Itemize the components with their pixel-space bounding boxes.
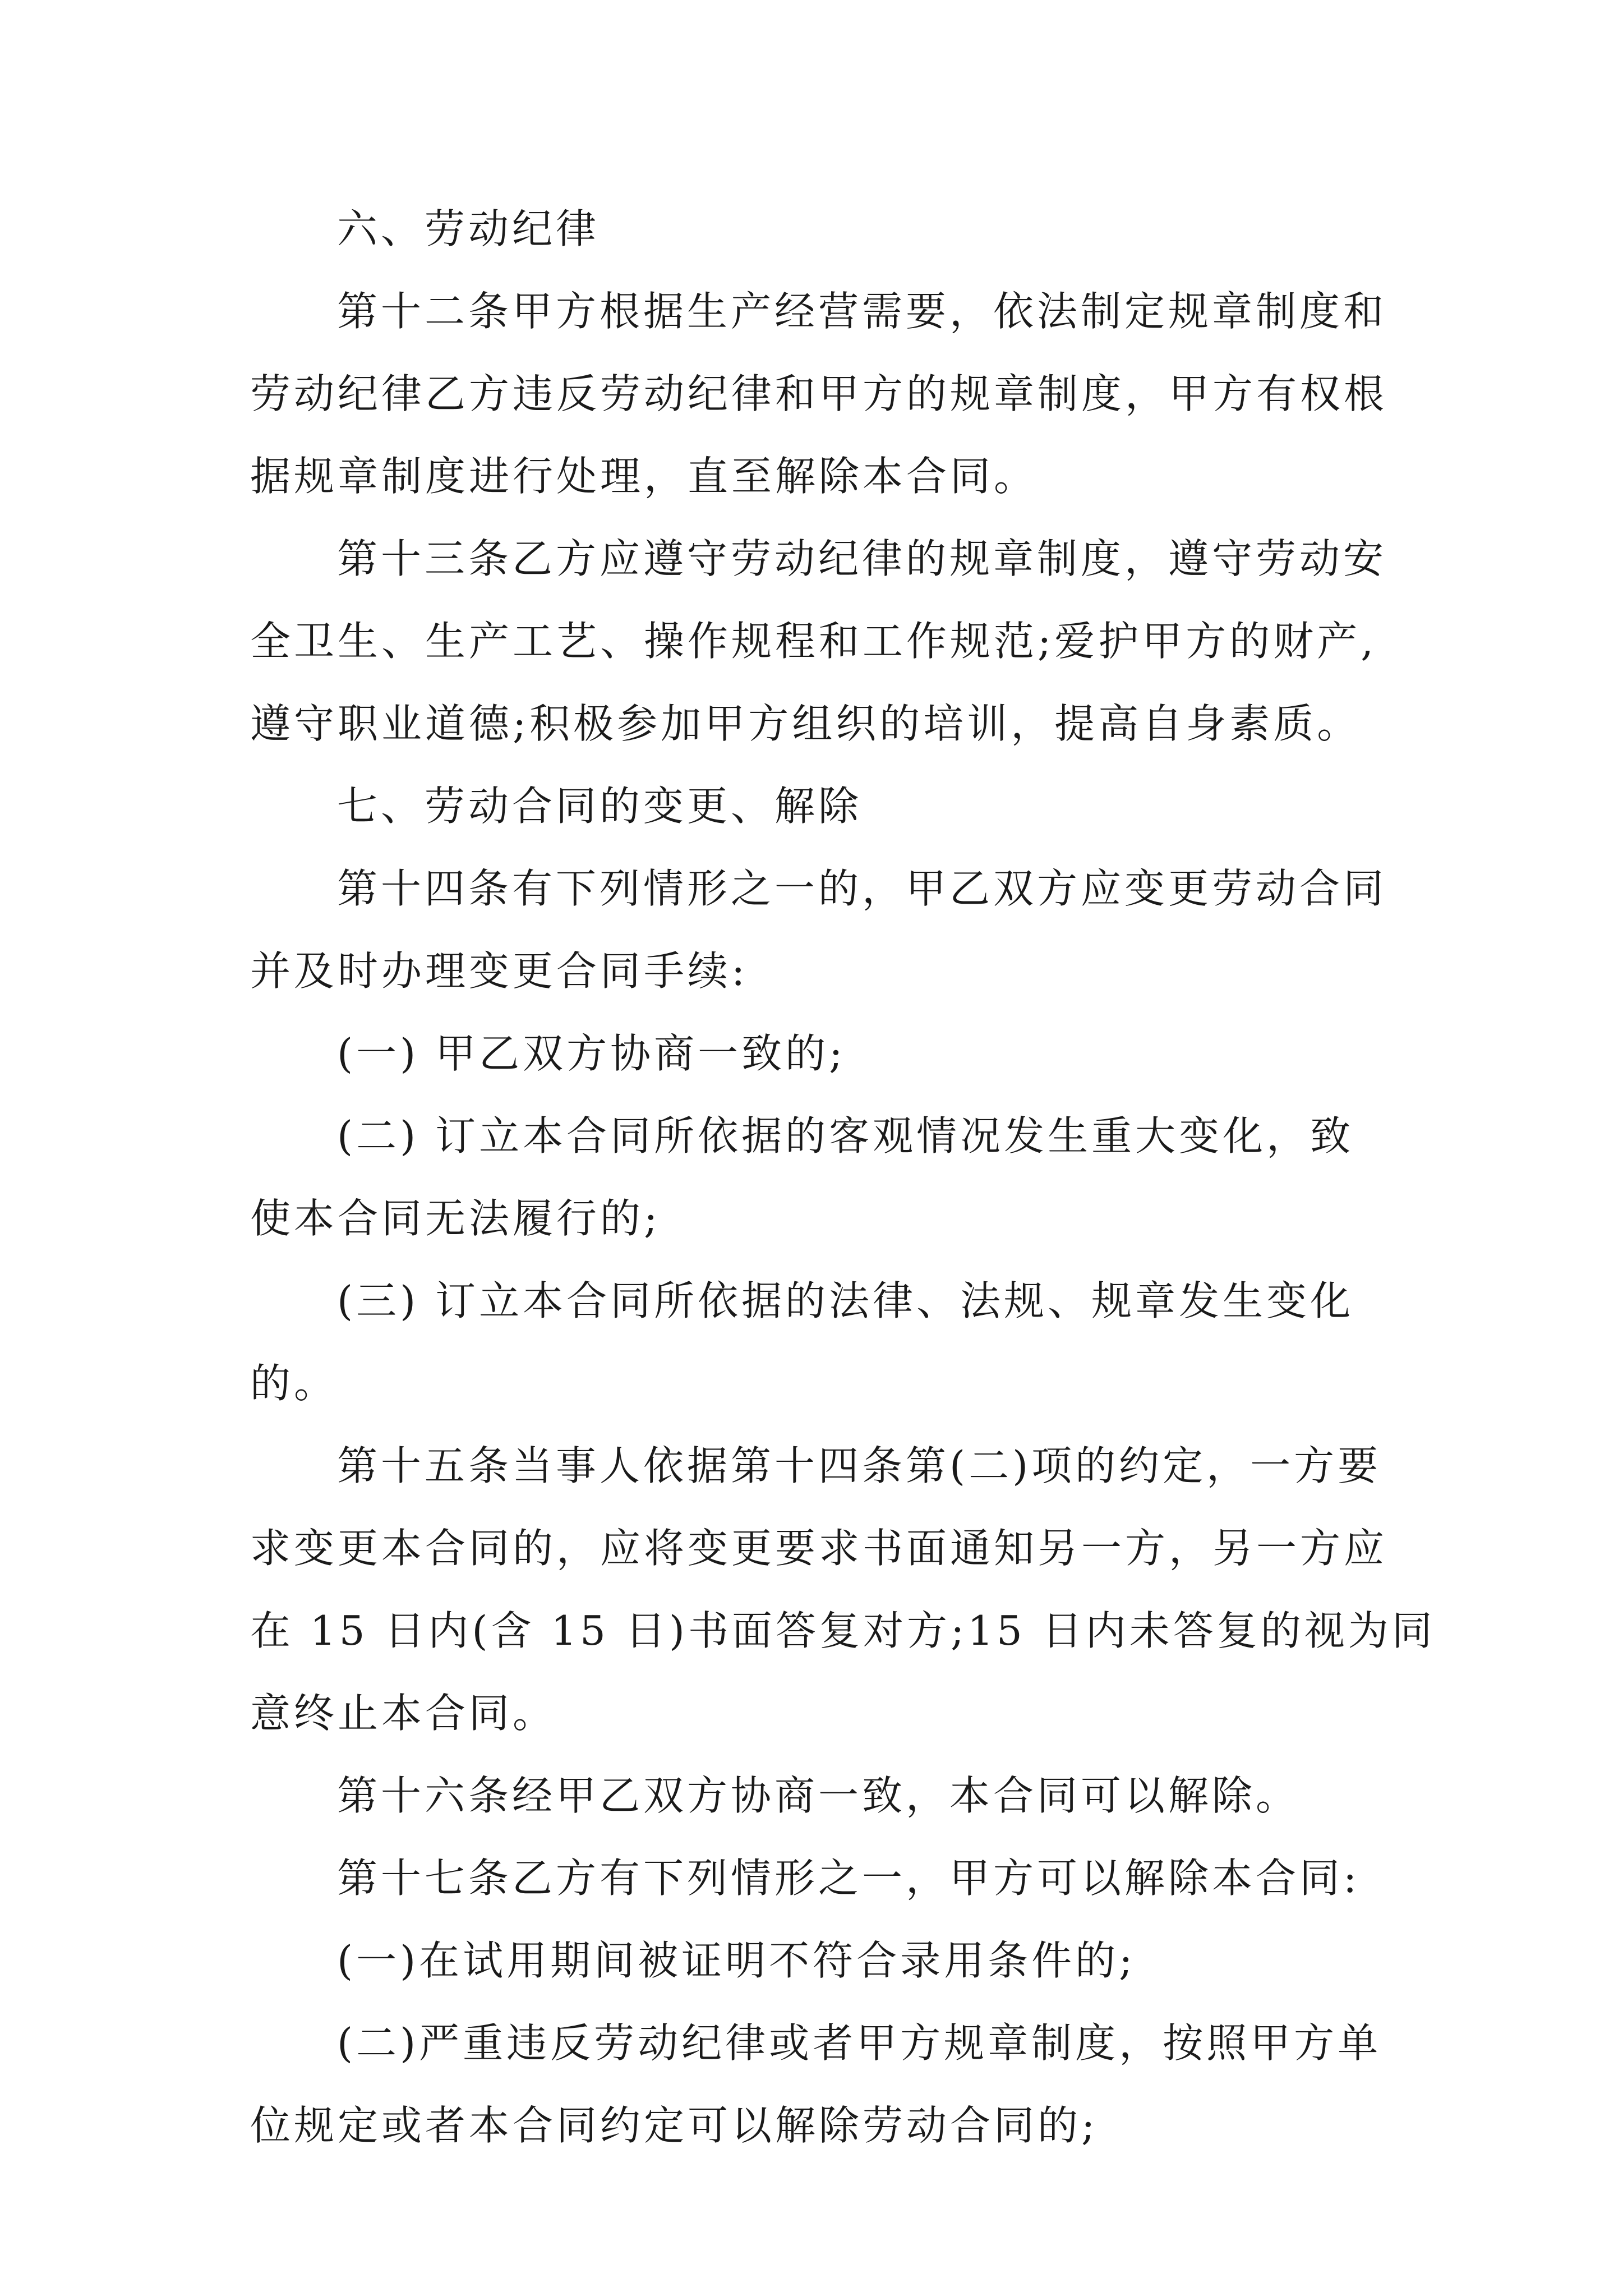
- article-14-item-3-line-1: (三) 订立本合同所依据的法律、法规、规章发生变化: [337, 1277, 1354, 1324]
- article-15-line-4: 意终止本合同。: [250, 1690, 557, 1737]
- article-17-item-1: (一)在试用期间被证明不符合录用条件的;: [337, 1937, 1136, 1984]
- article-16-line-1: 第十六条经甲乙双方协商一致，本合同可以解除。: [337, 1772, 1300, 1819]
- article-17-line-1: 第十七条乙方有下列情形之一，甲方可以解除本合同:: [337, 1855, 1361, 1902]
- section-heading-labor-discipline: 六、劳动纪律: [337, 205, 600, 252]
- article-14-line-1: 第十四条有下列情形之一的，甲乙双方应变更劳动合同: [337, 865, 1387, 912]
- article-12-line-2: 劳动纪律乙方违反劳动纪律和甲方的规章制度，甲方有权根: [250, 370, 1388, 417]
- article-15-line-2: 求变更本合同的，应将变更要求书面通知另一方，另一方应: [250, 1525, 1388, 1572]
- article-15-line-3: 在 15 日内(含 15 日)书面答复对方;15 日内未答复的视为同: [250, 1607, 1436, 1654]
- article-17-item-2-line-1: (二)严重违反劳动纪律或者甲方规章制度，按照甲方单: [337, 2019, 1382, 2067]
- article-14-line-2: 并及时办理变更合同手续:: [250, 947, 749, 995]
- article-14-item-2-line-2: 使本合同无法履行的;: [250, 1195, 661, 1242]
- article-15-line-1: 第十五条当事人依据第十四条第(二)项的约定，一方要: [337, 1442, 1382, 1489]
- article-14-item-2-line-1: (二) 订立本合同所依据的客观情况发生重大变化，致: [337, 1112, 1354, 1159]
- document-body: [250, 205, 1436, 2149]
- article-13-line-3: 遵守职业道德;积极参加甲方组织的培训，提高自身素质。: [250, 700, 1361, 747]
- article-13-line-1: 第十三条乙方应遵守劳动纪律的规章制度，遵守劳动安: [337, 535, 1387, 582]
- article-14-item-1: (一) 甲乙双方协商一致的;: [337, 1030, 846, 1077]
- article-14-item-3-line-2: 的。: [250, 1360, 338, 1407]
- section-heading-contract-change: 七、劳动合同的变更、解除: [337, 783, 863, 830]
- article-12-line-1: 第十二条甲方根据生产经营需要，依法制定规章制度和: [337, 288, 1387, 335]
- article-17-item-2-line-2: 位规定或者本合同约定可以解除劳动合同的;: [250, 2102, 1099, 2149]
- article-13-line-2: 全卫生、生产工艺、操作规程和工作规范;爱护甲方的财产,: [250, 618, 1377, 665]
- article-12-line-3: 据规章制度进行处理，直至解除本合同。: [250, 453, 1038, 500]
